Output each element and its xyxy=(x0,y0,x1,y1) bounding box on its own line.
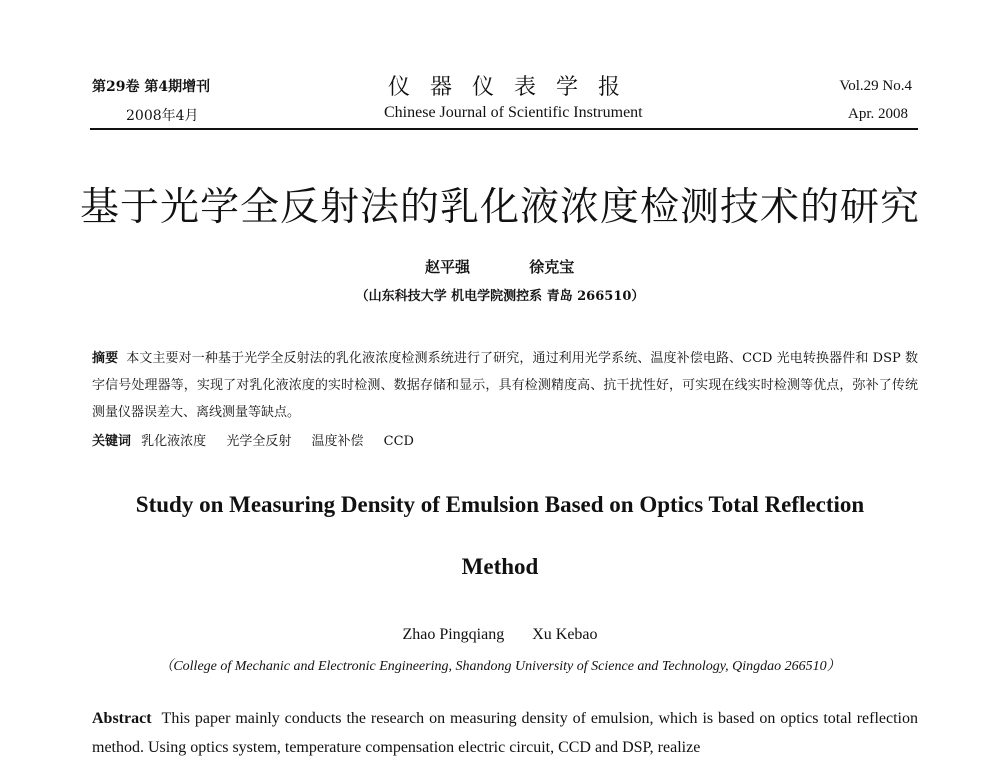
author-en-2: Xu Kebao xyxy=(532,626,598,643)
author-cn-1: 赵平强 xyxy=(425,258,471,276)
keywords-cn xyxy=(92,430,430,449)
abstract-cn-text: 本文主要对一种基于光学全反射法的乳化液浓度检测系统进行了研究，通过利用光学系统、温度补偿电路、CCD 光电转换器件和 DSP 数字信号处理器等，实现了对乳化液浓度的实时检测、数据存储和显示，具有检测精度高、抗干扰性好，可实现在线实时检测等优点，弥补了传统测量仪器误差大、离线测量等缺点。 xyxy=(92,351,918,420)
volume-issue-en: Vol.29 No.4 xyxy=(839,78,912,94)
keywords-cn-label: 关键词 xyxy=(92,434,132,449)
abstract-en xyxy=(92,704,918,762)
abstract-en-text: This paper mainly conducts the research on measuring density of emulsion, which is based on optics total reflection method. Using optics system, temperature compensation electric circuit, CCD and DSP, realize xyxy=(92,710,918,756)
paper-title-cn: 基于光学全反射法的乳化液浓度检测技术的研究 xyxy=(79,185,920,230)
affiliation-cn: （山东科技大学 机电学院测控系 青岛 266510） xyxy=(355,289,645,304)
date-cn: 2008年4月 xyxy=(126,108,199,124)
abstract-en-label: Abstract xyxy=(92,710,152,727)
authors-en xyxy=(0,626,1000,644)
paper-title-en-line1: Study on Measuring Density of Emulsion Based on Optics Total Reflection xyxy=(135,492,865,517)
paper-title-en-line2: Method xyxy=(461,554,539,579)
header-rule xyxy=(90,128,918,130)
keyword-cn-3: 温度补偿 xyxy=(311,434,364,449)
journal-name-en: Chinese Journal of Scientific Instrument xyxy=(384,104,643,121)
abstract-cn xyxy=(92,345,918,426)
keyword-cn-1: 乳化液浓度 xyxy=(141,434,207,449)
keyword-cn-4: CCD xyxy=(383,434,414,449)
author-cn-2: 徐克宝 xyxy=(529,258,575,276)
journal-name-cn: 仪器仪表学报 xyxy=(388,75,641,100)
volume-issue-cn: 第29卷 第4期增刊 xyxy=(92,79,211,95)
authors-cn xyxy=(425,256,574,277)
affiliation-en: （College of Mechanic and Electronic Engineering, Shandong University of Science and Technology, Qingdao 266510） xyxy=(159,659,841,674)
date-en: Apr. 2008 xyxy=(848,106,908,122)
abstract-cn-label: 摘要 xyxy=(92,351,119,366)
author-en-1: Zhao Pingqiang xyxy=(402,626,505,643)
keyword-cn-2: 光学全反射 xyxy=(226,434,292,449)
journal-header xyxy=(0,0,1000,132)
